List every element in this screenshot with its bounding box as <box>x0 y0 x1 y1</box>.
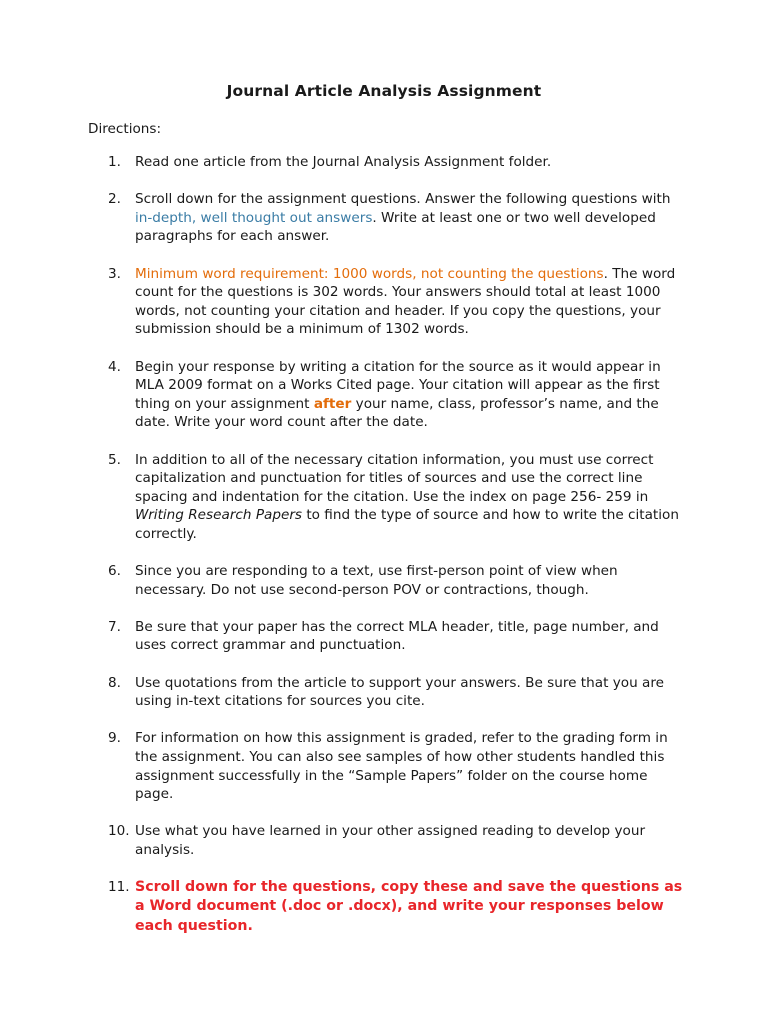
list-number: 4. <box>108 358 121 375</box>
list-item-text: Read one article from the Journal Analysis Assignment folder. <box>135 154 552 170</box>
list-number: 11. <box>108 879 130 896</box>
list-item-text-post: to find the type of source and how to write the citation correctly. <box>135 507 679 542</box>
highlight-after: after <box>313 395 352 412</box>
list-item-4 <box>108 358 688 432</box>
list-item-1 <box>108 153 688 172</box>
list-item-text-post: . The word count for the questions is 302 words. Your answers should total at least 1000 words, not counting your citation and header. If you copy the questions, your submission should be a minimum of 1302 words. <box>135 265 676 338</box>
list-item-text-post: . Write at least one or two well developed paragraphs for each answer. <box>135 209 656 245</box>
highlight-in-depth-answers: in-depth, well thought out answers <box>135 209 373 226</box>
list-item-text: For information on how this assignment is graded, refer to the grading form in the assignment. You can also see samples of how other students handled this assignment successfully in the “Sample Papers” folder on the course home page. <box>135 730 668 803</box>
list-item-text-pre: Scroll down for the assignment questions. Answer the following questions with <box>135 191 671 208</box>
directions-label: Directions: <box>88 121 162 137</box>
list-item-8 <box>108 674 688 711</box>
list-item-text-pre: In addition to all of the necessary citation information, you must use correct capitalization and punctuation for titles of sources and use the correct line spacing and indentation for the citation. Use the index on page 256- 259 in <box>135 451 654 505</box>
list-item-3 <box>108 265 688 339</box>
list-number: 3. <box>108 265 121 282</box>
list-item-9 <box>108 729 688 803</box>
list-item-2 <box>108 190 688 246</box>
list-item-6 <box>108 562 688 599</box>
highlight-word-requirement: Minimum word requirement: 1000 words, not counting the questions <box>135 265 604 282</box>
list-item-text-pre: Begin your response by writing a citation for the source as it would appear in MLA 2009 format on a Works Cited page. Your citation will appear as the first thing on your assignment <box>135 358 661 412</box>
emphasis-copy-questions: Scroll down for the questions, copy these and save the questions as a Word document (.doc or .docx), and write your responses below each question. <box>135 879 683 934</box>
list-number: 6. <box>108 563 121 580</box>
document-title: Journal Article Analysis Assignment <box>226 82 542 100</box>
list-number: 5. <box>108 451 121 468</box>
list-item-text: Use quotations from the article to support your answers. Be sure that you are using in-text citations for sources you cite. <box>135 674 665 710</box>
list-item-text: Use what you have learned in your other assigned reading to develop your analysis. <box>135 823 646 858</box>
list-item-text: Since you are responding to a text, use first-person point of view when necessary. Do not use second-person POV or contractions, though. <box>135 563 618 598</box>
list-item-11 <box>108 878 688 936</box>
book-title-italic: Writing Research Papers <box>135 507 303 524</box>
list-number: 1. <box>108 154 121 170</box>
list-item-5 <box>108 451 688 544</box>
directions-list <box>108 153 688 954</box>
list-number: 9. <box>108 730 121 747</box>
list-item-text-post: your name, class, professor’s name, and the date. Write your word count after the date. <box>135 395 659 431</box>
list-item-text: Be sure that your paper has the correct MLA header, title, page number, and uses correct grammar and punctuation. <box>135 618 659 654</box>
list-number: 7. <box>108 618 121 635</box>
list-number: 2. <box>108 191 121 208</box>
list-number: 8. <box>108 674 121 691</box>
list-item-7 <box>108 618 688 655</box>
list-item-10 <box>108 822 688 859</box>
list-number: 10. <box>108 823 130 840</box>
